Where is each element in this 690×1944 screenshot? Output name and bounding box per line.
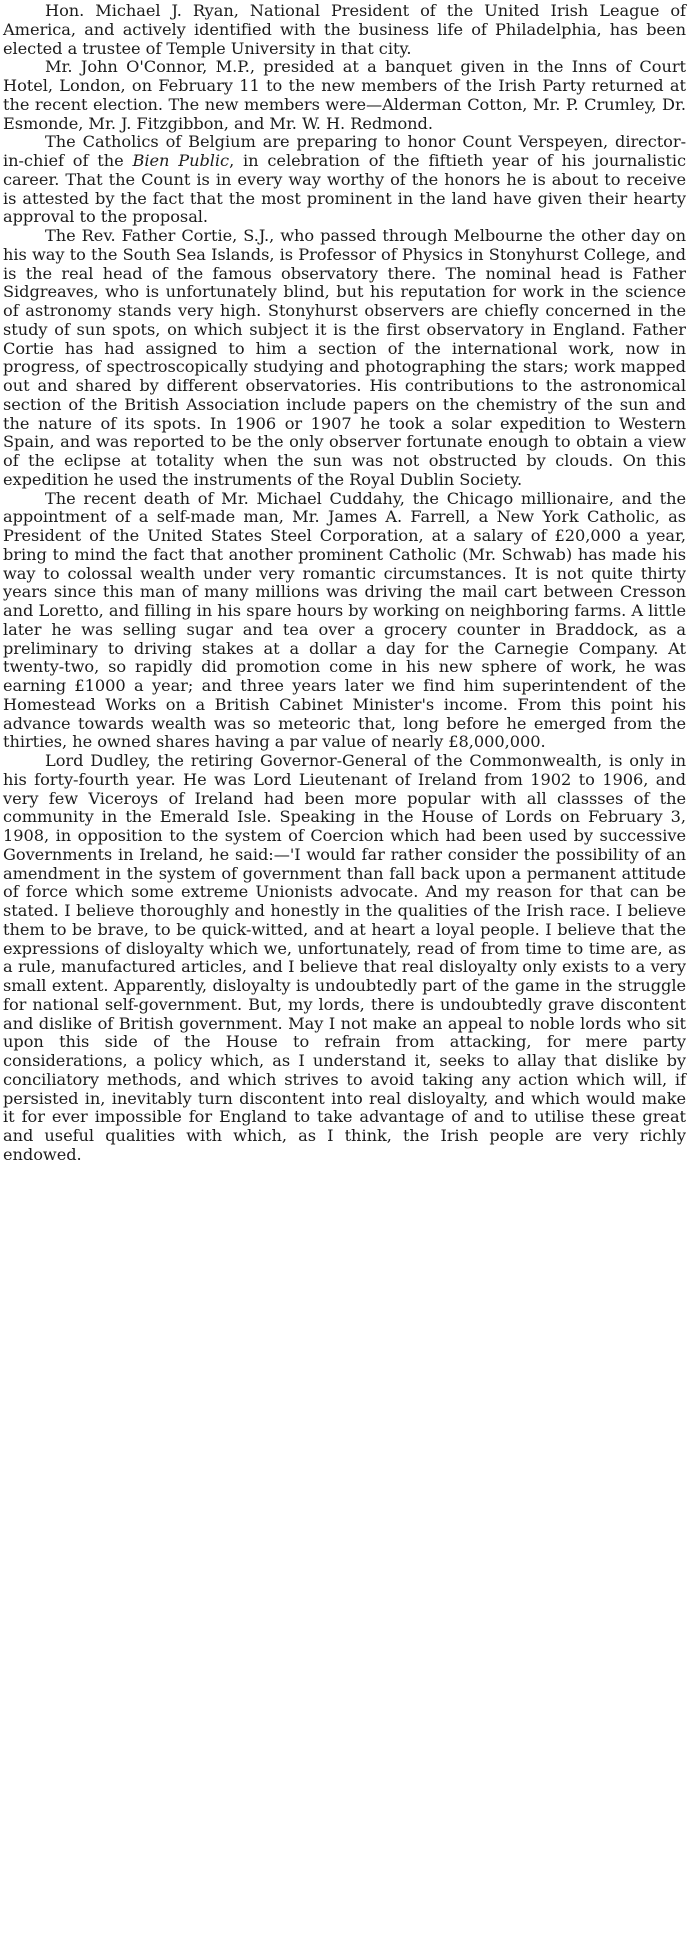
paragraph-dudley: Lord Dudley, the retiring Governor-General of the Commonwealth, is only in his forty-fourth year. He was Lord Lieutenant of Ireland from 1902 to 1906, and very few Viceroys of Ireland had been more popular with all classses of the community in the Emerald Isle. Speaking in the House of Lords on February 3, 1908, in opposition to the system of Coercion which had been used by successive Governments in Ireland, he said:—'I would far rather consider the possibility of an amendment in the system of government than fall back upon a permanent attitude of force which some extreme Unionists advocate. And my reason for that can be stated. I believe thoroughly and honestly in the qualities of the Irish race. I believe them to be brave, to be quick-witted, and at heart a loyal people. I believe that the expressions of disloyalty which we, unfortunately, read of from time to time are, as a rule, manufactured articles, and I believe that real disloyalty only exists to a very small extent. Apparently, disloyalty is undoubtedly part of the game in the struggle for national self-government. But, my lords, there is undoubtedly grave discontent and dislike of British government. May I not make an appeal to noble lords who sit upon this side of the House to refrain from attacking, for mere party considerations, a policy which, as I understand it, seeks to allay that dislike by conciliatory methods, and which strives to avoid taking any action which will, if persisted in, inevitably turn discontent into real disloyalty, and which would make it for ever impossible for England to take advantage of and to utilise these great and useful qualities with which, as I think, the Irish people are very richly endowed. [3, 751, 686, 1164]
paragraph-cuddahy: The recent death of Mr. Michael Cuddahy, the Chicago millionaire, and the appointment of a self-made man, Mr. James A. Farrell, a New York Catholic, as President of the United States Steel Corporation, at a salary of £20,000 a year, bring to mind the fact that another prominent Catholic (Mr. Schwab) has made his way to colossal wealth under very romantic circumstances. It is not quite thirty years since this man of many millions was driving the mail cart between Cresson and Loretto, and filling in his spare hours by working on neighboring farms. A little later he was selling sugar and tea over a grocery counter in Braddock, as a preliminary to driving stakes at a dollar a day for the Carnegie Company. At twenty-two, so rapidly did promotion come in his new sphere of work, he was earning £1000 a year; and three years later we find him superintendent of the Homestead Works on a British Cabinet Minister's income. From this point his advance towards wealth was so meteoric that, long before he emerged from the thirties, he owned shares having a par value of nearly £8,000,000. [3, 488, 686, 752]
paragraph-belgium-rest: , in celebration of the fiftieth year of his journalistic career. That the Count is in every way worthy of the honors he is about to receive is attested by the fact that the most prominent in the land have given their hearty approval to the proposal. [3, 151, 686, 227]
newspaper-title: Bien Public [132, 151, 230, 170]
paragraph-oconnor: Mr. John O'Connor, M.P., presided at a banquet given in the Inns of Court Hotel, London, on February 11 to the new members of the Irish Party returned at the recent election. The new members were—Alderman Cotton, Mr. P. Crumley, Dr. Esmonde, Mr. J. Fitzgibbon, and Mr. W. H. Redmond. [3, 57, 686, 133]
paragraph-belgium [3, 133, 686, 227]
paragraph-ryan: Hon. Michael J. Ryan, National President of the United Irish League of America, and actively identified with the business life of Philadelphia, has been elected a trustee of Temple University in that city. [3, 1, 686, 58]
paragraph-belgium-lead: The Catholics of Belgium are preparing to honor Count Verspeyen, director-in-chief of the [3, 132, 686, 170]
paragraph-cortie: The Rev. Father Cortie, S.J., who passed through Melbourne the other day on his way to the South Sea Islands, is Professor of Physics in Stonyhurst College, and is the real head of the famous observatory there. The nominal head is Father Sidgreaves, who is unfortunately blind, but his reputation for work in the science of astronomy stands very high. Stonyhurst observers are chiefly concerned in the study of sun spots, on which subject it is the first observatory in England. Father Cortie has had assigned to him a section of the international work, now in progress, of spectroscopically studying and photographing the stars; work mapped out and shared by different observatories. His contributions to the astronomical section of the British Association include papers on the chemistry of the sun and the nature of its spots. In 1906 or 1907 he took a solar expedition to Western Spain, and was reported to be the only observer fortunate enough to obtain a view of the eclipse at totality when the sun was not obstructed by clouds. On this expedition he used the instruments of the Royal Dublin Society. [3, 226, 686, 489]
